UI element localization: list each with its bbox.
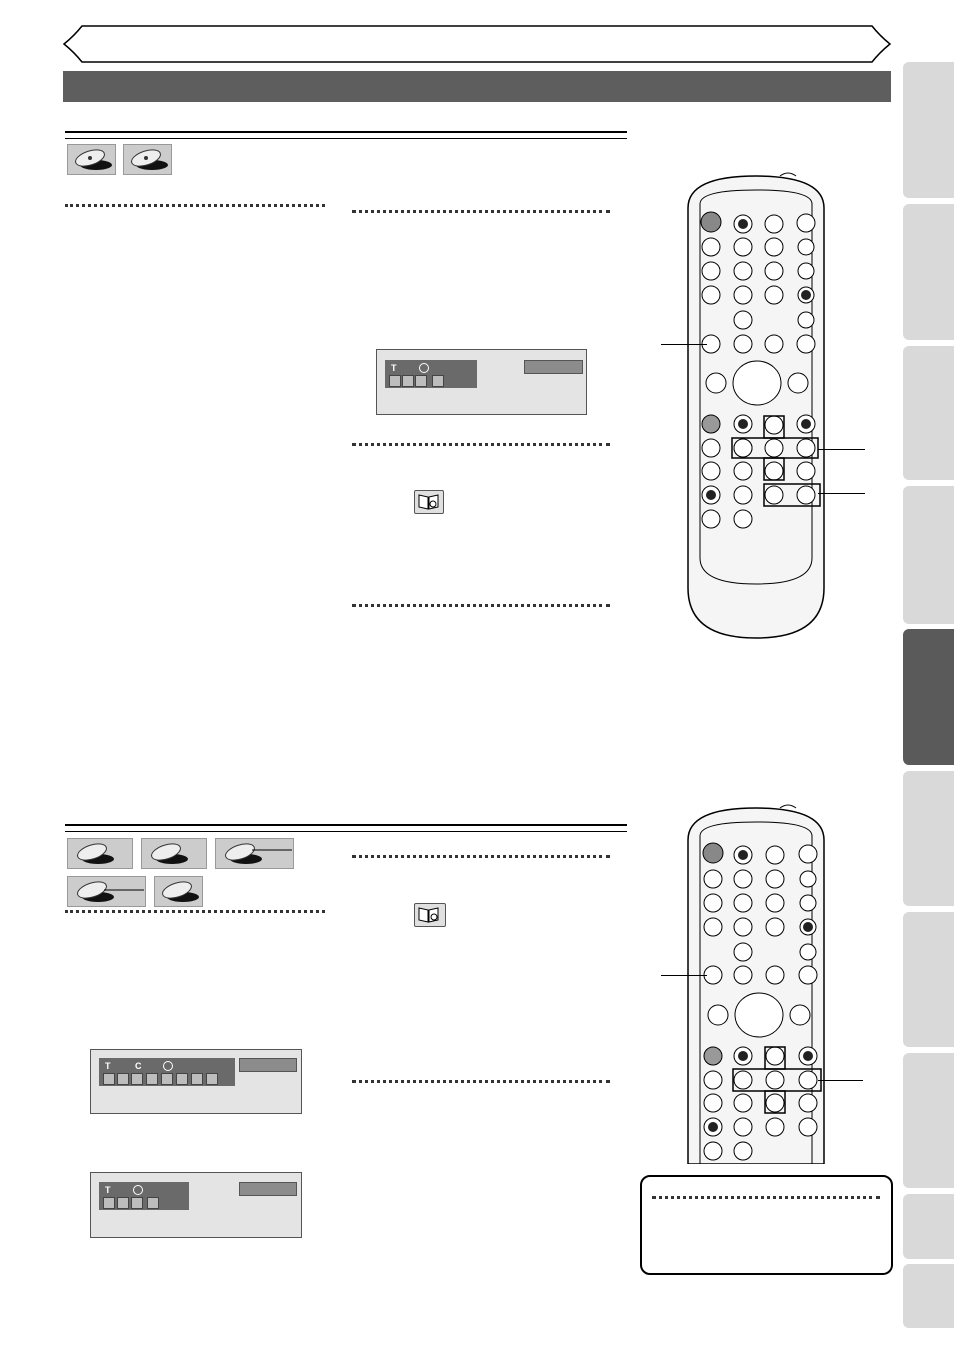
- side-tab-5-active[interactable]: [903, 629, 954, 765]
- marker-icon: [176, 1073, 188, 1085]
- audio-icon: [402, 375, 414, 387]
- dotted-divider: [352, 855, 610, 858]
- title-label: T: [105, 1185, 111, 1195]
- dotted-divider: [65, 204, 325, 207]
- clock-icon: [133, 1185, 143, 1195]
- callout-line-stop: [661, 344, 707, 345]
- search-mode-icon: [103, 1197, 115, 1209]
- dotted-divider: [352, 604, 610, 607]
- title-label: T: [391, 363, 397, 373]
- side-tab-4[interactable]: [903, 486, 954, 624]
- section-rule-bottom: [65, 824, 627, 832]
- osd-tag: [239, 1058, 297, 1072]
- remote-control-bottom: [676, 800, 836, 1164]
- dotted-divider: [352, 210, 610, 213]
- marker-icon: [147, 1197, 159, 1209]
- title-label: T: [105, 1061, 111, 1071]
- dotted-divider: [65, 910, 325, 913]
- dvd-video-disc-icon: [141, 838, 207, 869]
- ab-repeat-icon: [191, 1073, 203, 1085]
- search-mode-icon: [103, 1073, 115, 1085]
- callout-line-stop: [661, 975, 707, 976]
- side-tab-9[interactable]: [903, 1194, 954, 1259]
- osd-display-panel: [90, 1172, 302, 1238]
- dvd-video-disc-icon: [67, 838, 133, 869]
- section-heading-bar: [63, 71, 891, 102]
- video-cd-disc-icon: [154, 876, 203, 907]
- search-book-icon: [414, 490, 444, 514]
- side-tab-3[interactable]: [903, 346, 954, 480]
- angle-icon: [146, 1073, 158, 1085]
- remote-control-top: [676, 168, 836, 648]
- subtitle-icon: [131, 1073, 143, 1085]
- callout-line-cursor: [818, 449, 865, 450]
- repeat-icon: [161, 1073, 173, 1085]
- dvd-video-disc-icon: [67, 144, 116, 175]
- osd-display-panel: [90, 1049, 302, 1114]
- video-cd-disc-icon: [123, 144, 172, 175]
- dotted-divider: [352, 1080, 610, 1083]
- side-tab-8[interactable]: [903, 1053, 954, 1188]
- osd-display-panel: [376, 349, 587, 415]
- chapter-label: C: [135, 1061, 142, 1071]
- zoom-icon: [206, 1073, 218, 1085]
- section-rule-top: [65, 131, 627, 139]
- dotted-divider: [352, 443, 610, 446]
- side-tab-10[interactable]: [903, 1264, 954, 1328]
- osd-tag: [239, 1182, 297, 1196]
- dvd-rw-disc-icon: [67, 876, 146, 907]
- subtitle-icon: [131, 1197, 143, 1209]
- audio-icon: [117, 1197, 129, 1209]
- osd-tag: [524, 360, 583, 374]
- marker-icon: [432, 375, 444, 387]
- search-book-icon: [414, 903, 446, 927]
- note-box: [640, 1175, 893, 1275]
- side-tab-1[interactable]: [903, 62, 954, 198]
- side-tab-6[interactable]: [903, 771, 954, 906]
- subtitle-icon: [415, 375, 427, 387]
- clock-icon: [419, 363, 429, 373]
- callout-line-skip: [818, 493, 865, 494]
- audio-icon: [117, 1073, 129, 1085]
- page-banner: [60, 22, 894, 66]
- search-mode-icon: [389, 375, 401, 387]
- side-tab-7[interactable]: [903, 912, 954, 1047]
- callout-line-cursor: [818, 1080, 863, 1081]
- dvd-r-disc-icon: [215, 838, 294, 869]
- clock-icon: [163, 1061, 173, 1071]
- side-tab-2[interactable]: [903, 204, 954, 340]
- dotted-divider: [652, 1196, 880, 1199]
